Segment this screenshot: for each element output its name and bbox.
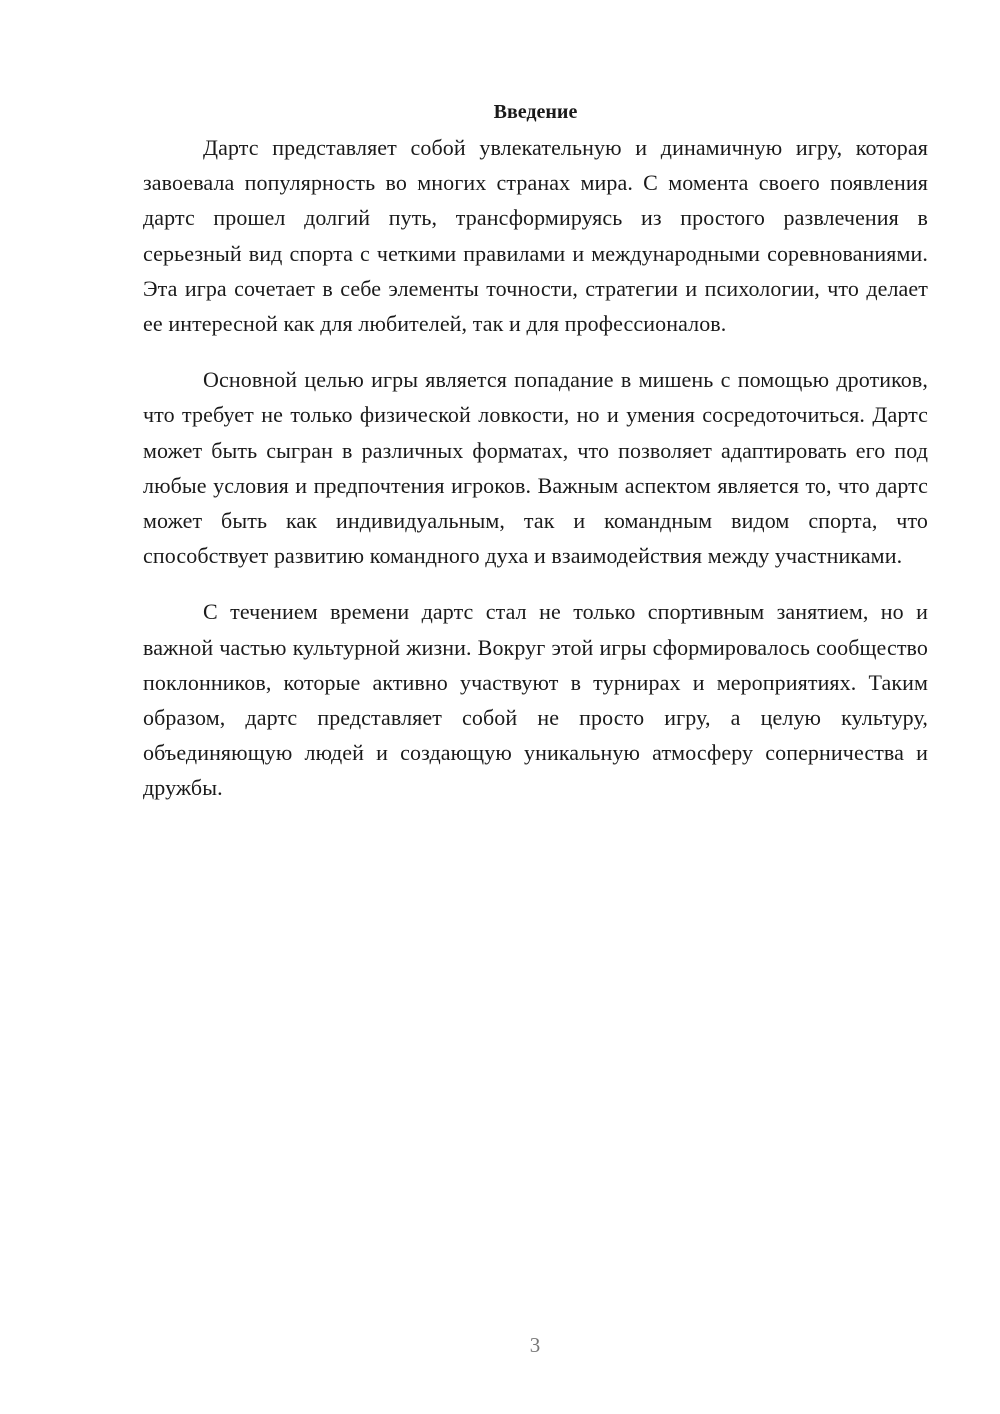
paragraph-3: С течением времени дартс стал не только спортивным занятием, но и важной частью культурной жизни. Вокруг этой игры сформировалось сообщество поклонников, которые активно участвуют в турнирах и мероприятиях. Таким образом, дартс представляет собой не просто игру, а целую культуру, объединяющую людей и создающую уникальную атмосферу соперничества и дружбы. [143, 599, 928, 801]
page-number: 3 [529, 1333, 541, 1357]
paragraph-2: Основной целью игры является попадание в мишень с помощью дротиков, что требует не только физической ловкости, но и умения сосредоточиться. Дартс может быть сыгран в различных форматах, что позволяет адаптировать его под любые условия и предпочтения игроков. Важным аспектом является то, что дартс может быть как индивидуальным, так и командным видом спорта, что способствует развитию командного духа и взаимодействия между участниками. [143, 367, 928, 569]
page-content [143, 95, 928, 827]
section-title: Введение [493, 101, 578, 123]
paragraph-1: Дартс представляет собой увлекательную и динамичную игру, которая завоевала популярность во многих странах мира. С момента своего появления дартс прошел долгий путь, трансформируясь из простого развлечения в серьезный вид спорта с четкими правилами и международными соревнованиями. Эта игра сочетает в себе элементы точности, стратегии и психологии, что делает ее интересной как для любителей, так и для профессионалов. [143, 135, 928, 337]
